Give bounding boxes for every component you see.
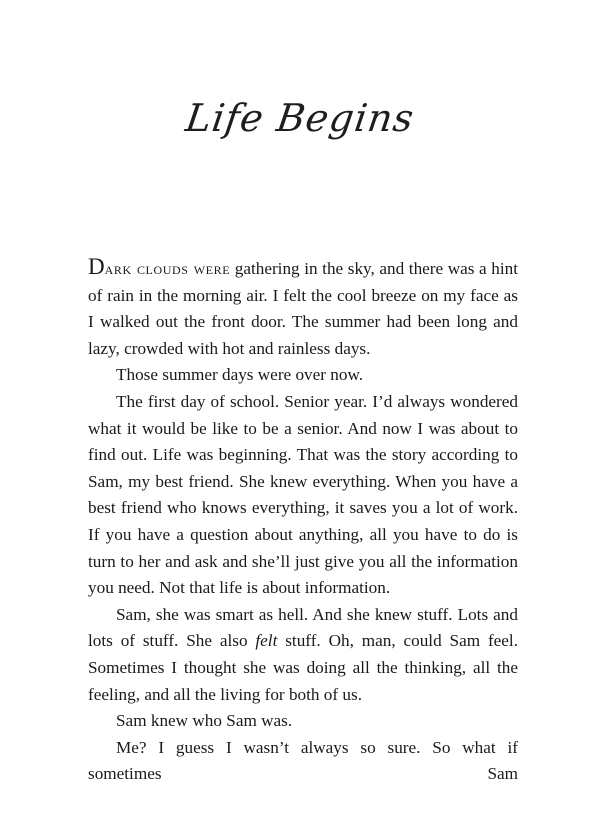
paragraph-4-italic: felt: [255, 631, 278, 651]
paragraph-4: [88, 602, 518, 708]
chapter-body: [88, 255, 518, 788]
paragraph-1-text: gathering in the sky, and there was a hint of rain in the morning air. I felt the cool breeze on my face as I walked out the front door. The summer had been long and lazy, crowded with hot and rainless days.: [88, 259, 518, 358]
paragraph-4-text-b: stuff. Oh, man, could Sam feel. Sometimes I thought she was doing all the thinking, all the feeling, and all the living for both of us.: [88, 631, 518, 704]
paragraph-5: Sam knew who Sam was.: [116, 711, 293, 731]
lead-smallcaps: ark clouds were: [104, 259, 231, 278]
chapter-title: Life Begins: [182, 96, 418, 140]
paragraph-6: Me? I guess I wasn’t always so sure. So what if sometimes Sam: [88, 737, 518, 784]
paragraph-1: [88, 255, 518, 362]
paragraph-4-text-a: Sam, she was smart as hell. And she knew stuff. Lots and lots of stuff. She also: [88, 604, 518, 651]
paragraph-3: The first day of school. Senior year. I’d always wondered what it would be like to be a senior. And now I was about to find out. Life was beginning. That was the story according to Sam, my best friend. She knew everything. When you have a best friend who knows everything, it saves you a lot of work. If you have a question about anything, all you have to do is turn to her and ask and she’ll just give you all the information you need. Not that life is about information.: [88, 391, 518, 598]
lead-initial: D: [88, 254, 105, 279]
paragraph-2: Those summer days were over now.: [116, 365, 364, 385]
